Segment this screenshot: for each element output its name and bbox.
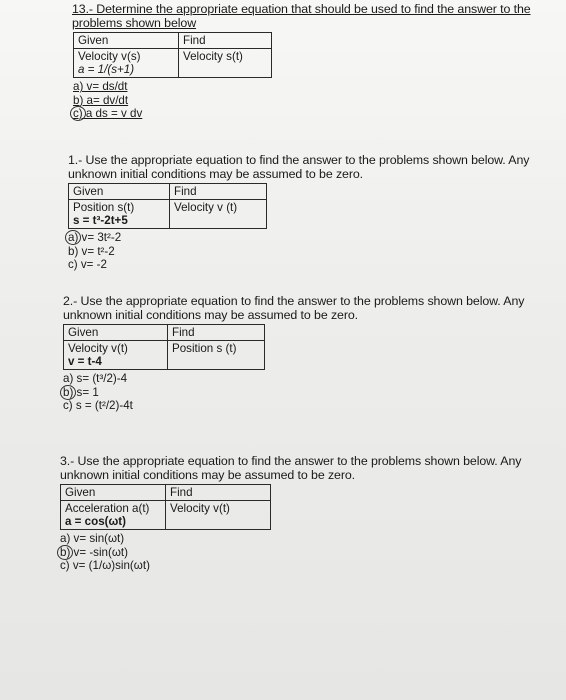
q3-find-header: Find [166, 485, 271, 501]
question-2 [63, 294, 524, 413]
q1-given-header: Given [69, 184, 170, 200]
q13-title-line2: problems shown below [72, 16, 197, 30]
q2-given-1: Velocity v(t) [68, 342, 128, 355]
question-1 [68, 153, 529, 272]
q3-given-header: Given [61, 485, 166, 501]
q1-line1: 1.- Use the appropriate equation to find the answer to the problems shown below. Any [68, 153, 530, 167]
q1-option-c[interactable]: c) v= -2 [68, 258, 107, 271]
q1-given-find-table [68, 183, 267, 229]
q1-find-header: Find [170, 184, 267, 200]
q3-option-c[interactable]: c) v= (1/ω)sin(ωt) [60, 559, 150, 572]
q2-find-1: Position s (t) [168, 341, 265, 370]
q2-line2: unknown initial conditions may be assumed to be zero. [63, 308, 358, 322]
q3-option-a[interactable]: a) v= sin(ωt) [60, 532, 125, 545]
q2-given-2: v = t-4 [68, 355, 102, 368]
q2-given-header: Given [64, 325, 168, 341]
q13-title-line1: 13.- Determine the appropriate equation that should be used to find the answer to the [72, 2, 531, 16]
q3-line2: unknown initial conditions may be assumed to be zero. [60, 468, 355, 482]
q13-given-1: Velocity v(s) [78, 50, 141, 63]
q2-option-c[interactable]: c) s = (t²/2)-4t [63, 399, 133, 412]
q1-option-a[interactable]: a) v= 3t²-2 [68, 231, 529, 245]
q13-given-find-table [73, 32, 272, 78]
q2-option-a[interactable]: a) s= (t³/2)-4 [63, 372, 128, 385]
q3-given-1: Acceleration a(t) [65, 502, 150, 515]
q1-given-1: Position s(t) [73, 201, 135, 214]
q13-given-header: Given [74, 33, 179, 49]
q13-given-2: a = 1/(s+1) [78, 63, 135, 76]
question-13 [72, 2, 531, 121]
q3-option-b[interactable]: b) v= -sin(ωt) [60, 546, 521, 560]
q1-option-b[interactable]: b) v= t²-2 [68, 244, 115, 258]
q13-option-c[interactable]: c) a ds = v dv [73, 107, 531, 121]
q2-find-header: Find [168, 325, 265, 341]
q3-line1: 3.- Use the appropriate equation to find the answer to the problems shown below. Any [60, 454, 522, 468]
question-3 [60, 454, 521, 573]
q2-option-b[interactable]: b) s= 1 [63, 386, 524, 400]
q3-find-1: Velocity v(t) [166, 501, 271, 530]
q1-find-1: Velocity v (t) [170, 200, 267, 229]
q13-find-header: Find [179, 33, 272, 49]
q13-option-b[interactable]: b) a= dv/dt [73, 93, 129, 107]
q3-given-find-table [60, 484, 271, 530]
q13-option-a[interactable]: a) v= ds/dt [73, 80, 128, 93]
q1-given-2: s = t³-2t+5 [73, 214, 128, 227]
q1-line2: unknown initial conditions may be assumed to be zero. [68, 167, 363, 181]
q2-given-find-table [63, 324, 265, 370]
q3-given-2: a = cos(ωt) [65, 515, 127, 528]
q13-find-1: Velocity s(t) [179, 49, 272, 78]
q2-line1: 2.- Use the appropriate equation to find the answer to the problems shown below. Any [63, 294, 525, 308]
